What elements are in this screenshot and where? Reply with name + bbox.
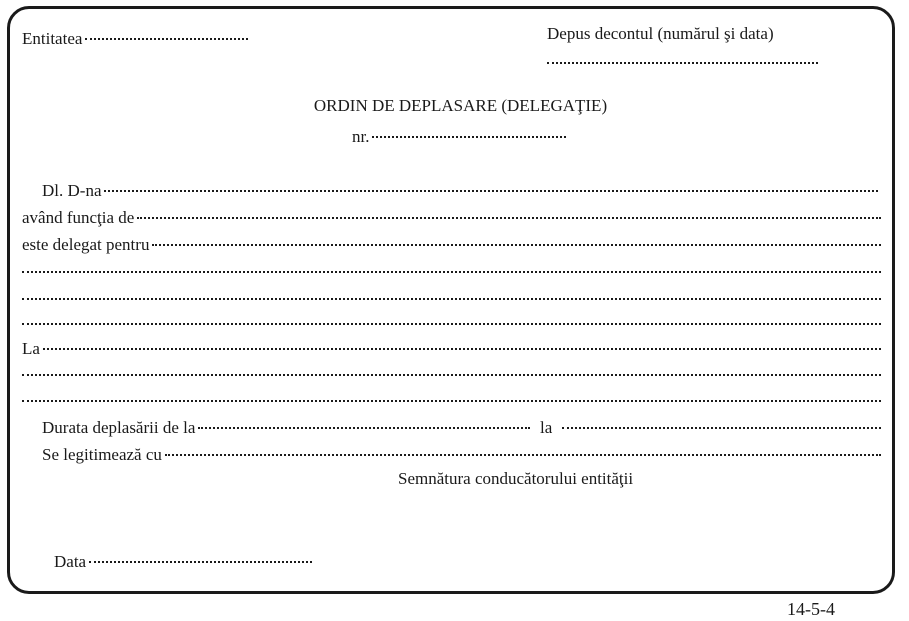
purpose-field[interactable] bbox=[22, 230, 881, 254]
date-field[interactable] bbox=[54, 547, 312, 571]
duration-from-blank[interactable] bbox=[198, 413, 530, 433]
function-field[interactable] bbox=[22, 203, 881, 227]
order-number-blank[interactable] bbox=[372, 122, 566, 142]
destination-line-3[interactable] bbox=[22, 386, 881, 406]
duration-to-field[interactable] bbox=[540, 413, 881, 437]
purpose-blank-2[interactable] bbox=[22, 257, 881, 277]
order-number-label: nr. bbox=[352, 127, 370, 146]
purpose-blank[interactable] bbox=[152, 230, 881, 250]
order-number-field[interactable] bbox=[352, 122, 566, 146]
name-field[interactable] bbox=[42, 176, 878, 200]
date-blank[interactable] bbox=[89, 547, 312, 567]
purpose-line-2[interactable] bbox=[22, 257, 881, 277]
function-blank[interactable] bbox=[137, 203, 881, 223]
entity-blank[interactable] bbox=[85, 24, 248, 44]
duration-to-blank[interactable] bbox=[562, 413, 881, 433]
purpose-label: este delegat pentru bbox=[22, 235, 150, 254]
purpose-line-4[interactable] bbox=[22, 309, 881, 329]
destination-line-2[interactable] bbox=[22, 360, 881, 380]
signature-label: Semnătura conducătorului entităţii bbox=[398, 469, 634, 488]
entity-field[interactable] bbox=[22, 24, 248, 48]
duration-from-field[interactable] bbox=[42, 413, 530, 437]
destination-label: La bbox=[22, 339, 40, 358]
deposit-field[interactable] bbox=[547, 48, 818, 68]
destination-blank-2[interactable] bbox=[22, 360, 881, 380]
date-label: Data bbox=[54, 552, 87, 571]
deposit-label: Depus decontul (numărul şi data) bbox=[547, 24, 774, 43]
duration-to-label: la bbox=[540, 418, 553, 437]
form-code: 14-5-4 bbox=[787, 599, 835, 619]
entity-label: Entitatea bbox=[22, 29, 83, 48]
name-label: Dl. D-na bbox=[42, 181, 102, 200]
name-blank[interactable] bbox=[104, 176, 878, 196]
deposit-blank[interactable] bbox=[547, 48, 818, 68]
id-field[interactable] bbox=[42, 440, 881, 464]
function-label: având funcţia de bbox=[22, 208, 135, 227]
destination-field[interactable] bbox=[22, 334, 881, 358]
purpose-blank-4[interactable] bbox=[22, 309, 881, 329]
purpose-line-3[interactable] bbox=[22, 284, 881, 304]
destination-blank-3[interactable] bbox=[22, 386, 881, 406]
destination-blank[interactable] bbox=[43, 334, 881, 354]
id-blank[interactable] bbox=[165, 440, 881, 460]
id-label: Se legitimează cu bbox=[42, 445, 162, 464]
duration-from-label: Durata deplasării de la bbox=[42, 418, 196, 437]
document-title: ORDIN DE DEPLASARE (DELEGAŢIE) bbox=[313, 96, 608, 115]
purpose-blank-3[interactable] bbox=[22, 284, 881, 304]
